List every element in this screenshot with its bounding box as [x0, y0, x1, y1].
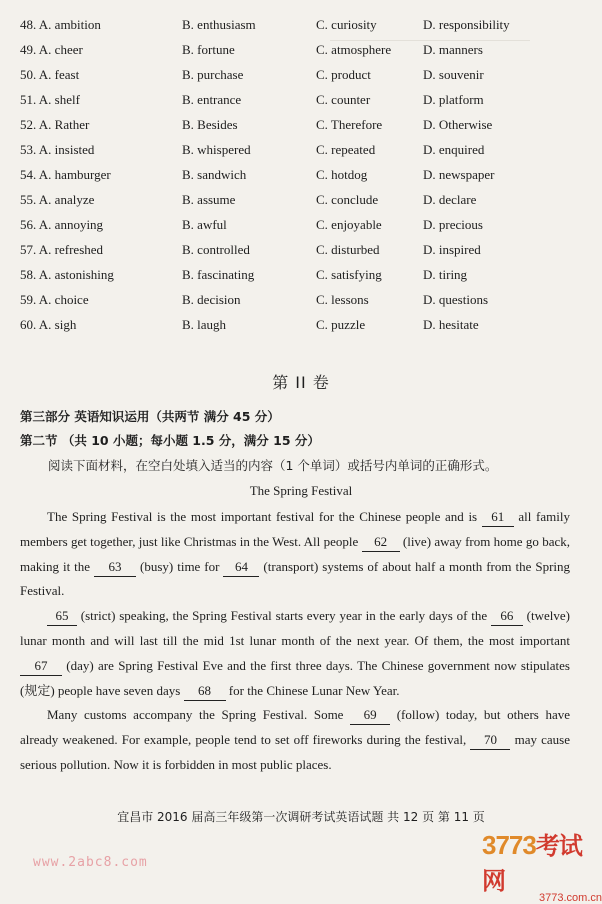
- option-row-48: [20, 12, 580, 37]
- option-a: 49. A. cheer: [20, 42, 83, 57]
- passage-text: (live) away from home go back, making it the: [20, 533, 570, 574]
- option-c: C. lessons: [316, 292, 369, 307]
- option-c: C. enjoyable: [316, 217, 382, 232]
- option-d: D. platform: [423, 92, 484, 107]
- option-row-51: [20, 87, 580, 112]
- passage-text: Many customs accompany the Spring Festival. Some: [47, 707, 351, 723]
- option-a: 58. A. astonishing: [20, 267, 114, 282]
- option-row-58: [20, 262, 580, 287]
- option-c: C. conclude: [316, 192, 379, 207]
- subsection-heading: 第二节 （共 10 小题；每小题 1.5 分，满分 15 分）: [20, 433, 320, 448]
- option-b: B. Besides: [182, 117, 238, 132]
- option-row-56: [20, 212, 580, 237]
- option-b: B. sandwich: [182, 167, 247, 182]
- option-c: C. puzzle: [316, 317, 366, 332]
- blank-66: 66: [491, 607, 523, 626]
- option-a: 60. A. sigh: [20, 317, 77, 332]
- blank-61: 61: [482, 508, 514, 527]
- part-title: 第 II 卷: [272, 373, 330, 392]
- option-d: D. responsibility: [423, 17, 510, 32]
- passage-text: may cause serious pollution. Now it is forbidden in most public places.: [20, 732, 570, 772]
- blank-62: 62: [362, 533, 400, 552]
- option-d: D. enquired: [423, 142, 485, 157]
- option-a: 50. A. feast: [20, 67, 80, 82]
- option-d: D. precious: [423, 217, 483, 232]
- logo-chinese: 考试网: [482, 833, 582, 895]
- option-row-54: [20, 162, 580, 187]
- option-row-52: [20, 112, 580, 137]
- option-a: 52. A. Rather: [20, 117, 90, 132]
- section-heading: 第三部分 英语知识运用（共两节 满分 45 分）: [20, 409, 280, 424]
- option-row-50: [20, 62, 580, 87]
- option-c: C. repeated: [316, 142, 376, 157]
- option-b: B. controlled: [182, 242, 250, 257]
- option-a: 51. A. shelf: [20, 92, 80, 107]
- option-a: 53. A. insisted: [20, 142, 95, 157]
- option-b: B. assume: [182, 192, 236, 207]
- watermark-text: www.2abc8.com: [33, 855, 148, 870]
- option-d: D. questions: [423, 292, 488, 307]
- option-b: B. decision: [182, 292, 241, 307]
- passage-text: (follow) today, but others have already weakened. For example, people tend to set off fireworks during the festival,: [20, 707, 570, 748]
- blank-67: 67: [20, 657, 62, 676]
- passage-text: all family members get together, just like Christmas in the West. All people: [20, 509, 570, 549]
- instructions: 阅读下面材料，在空白处填入适当的内容（1 个单词）或括号内单词的正确形式。: [48, 458, 498, 473]
- option-c: C. atmosphere: [316, 42, 392, 57]
- option-c: C. Therefore: [316, 117, 383, 132]
- passage-title: The Spring Festival: [249, 483, 353, 498]
- option-a: 48. A. ambition: [20, 17, 101, 32]
- option-b: B. awful: [182, 217, 227, 232]
- passage-text: (twelve) lunar month and will last till the mid 1st lunar month of the next year. Of them, the most important: [20, 608, 570, 648]
- option-d: D. tiring: [423, 267, 468, 282]
- option-d: D. hesitate: [423, 317, 479, 332]
- option-a: 55. A. analyze: [20, 192, 95, 207]
- option-b: B. enthusiasm: [182, 17, 256, 32]
- option-b: B. fortune: [182, 42, 235, 57]
- option-row-55: [20, 187, 580, 212]
- option-b: B. entrance: [182, 92, 242, 107]
- passage-text: (transport) systems of about half a month from the Spring Festival.: [20, 558, 571, 599]
- option-b: B. laugh: [182, 317, 227, 332]
- passage-text: for the Chinese Lunar New Year.: [225, 682, 400, 698]
- page-footer: 宜昌市 2016 届高三年级第一次调研考试英语试题 共 12 页 第 11 页: [117, 810, 485, 824]
- option-b: B. whispered: [182, 142, 251, 157]
- passage-text: (busy) time for: [136, 558, 224, 574]
- blank-64: 64: [223, 558, 259, 577]
- option-row-49: [20, 37, 580, 62]
- blank-68: 68: [184, 682, 226, 701]
- option-c: C. counter: [316, 92, 371, 107]
- blank-70: 70: [470, 731, 510, 750]
- option-c: C. curiosity: [316, 17, 377, 32]
- option-d: D. newspaper: [423, 167, 495, 182]
- option-row-59: [20, 287, 580, 312]
- option-d: D. manners: [423, 42, 483, 57]
- paragraph-2: [20, 604, 570, 703]
- option-c: C. satisfying: [316, 267, 382, 282]
- blank-65: 65: [47, 607, 77, 626]
- watermark-logo: [482, 826, 602, 904]
- option-d: D. declare: [423, 192, 477, 207]
- option-d: D. Otherwise: [423, 117, 493, 132]
- option-a: 54. A. hamburger: [20, 167, 111, 182]
- option-row-57: [20, 237, 580, 262]
- logo-url: 3773.com.cn: [539, 892, 602, 904]
- answer-options: [20, 12, 580, 337]
- passage-text: The Spring Festival is the most important festival for the Chinese people and is: [47, 509, 482, 524]
- option-c: C. product: [316, 67, 371, 82]
- option-c: C. disturbed: [316, 242, 380, 257]
- option-a: 56. A. annoying: [20, 217, 104, 232]
- option-a: 59. A. choice: [20, 292, 89, 307]
- option-b: B. purchase: [182, 67, 244, 82]
- passage-text: (day) are Spring Festival Eve and the first three days. The Chinese government now stipulates (规定) people have seven days: [20, 657, 570, 698]
- option-d: D. souvenir: [423, 67, 484, 82]
- logo-mark: [482, 826, 602, 896]
- blank-63: 63: [94, 558, 136, 577]
- option-c: C. hotdog: [316, 167, 368, 182]
- logo-number: 3773: [482, 830, 536, 860]
- option-a: 57. A. refreshed: [20, 242, 104, 257]
- blank-69: 69: [350, 706, 390, 725]
- option-row-60: [20, 312, 580, 337]
- paragraph-3: [20, 703, 570, 777]
- option-d: D. inspired: [423, 242, 481, 257]
- passage-text: (strict) speaking, the Spring Festival starts every year in the early days of the: [77, 608, 491, 624]
- passage: [20, 505, 570, 778]
- option-b: B. fascinating: [182, 267, 255, 282]
- paragraph-1: [20, 505, 570, 604]
- option-row-53: [20, 137, 580, 162]
